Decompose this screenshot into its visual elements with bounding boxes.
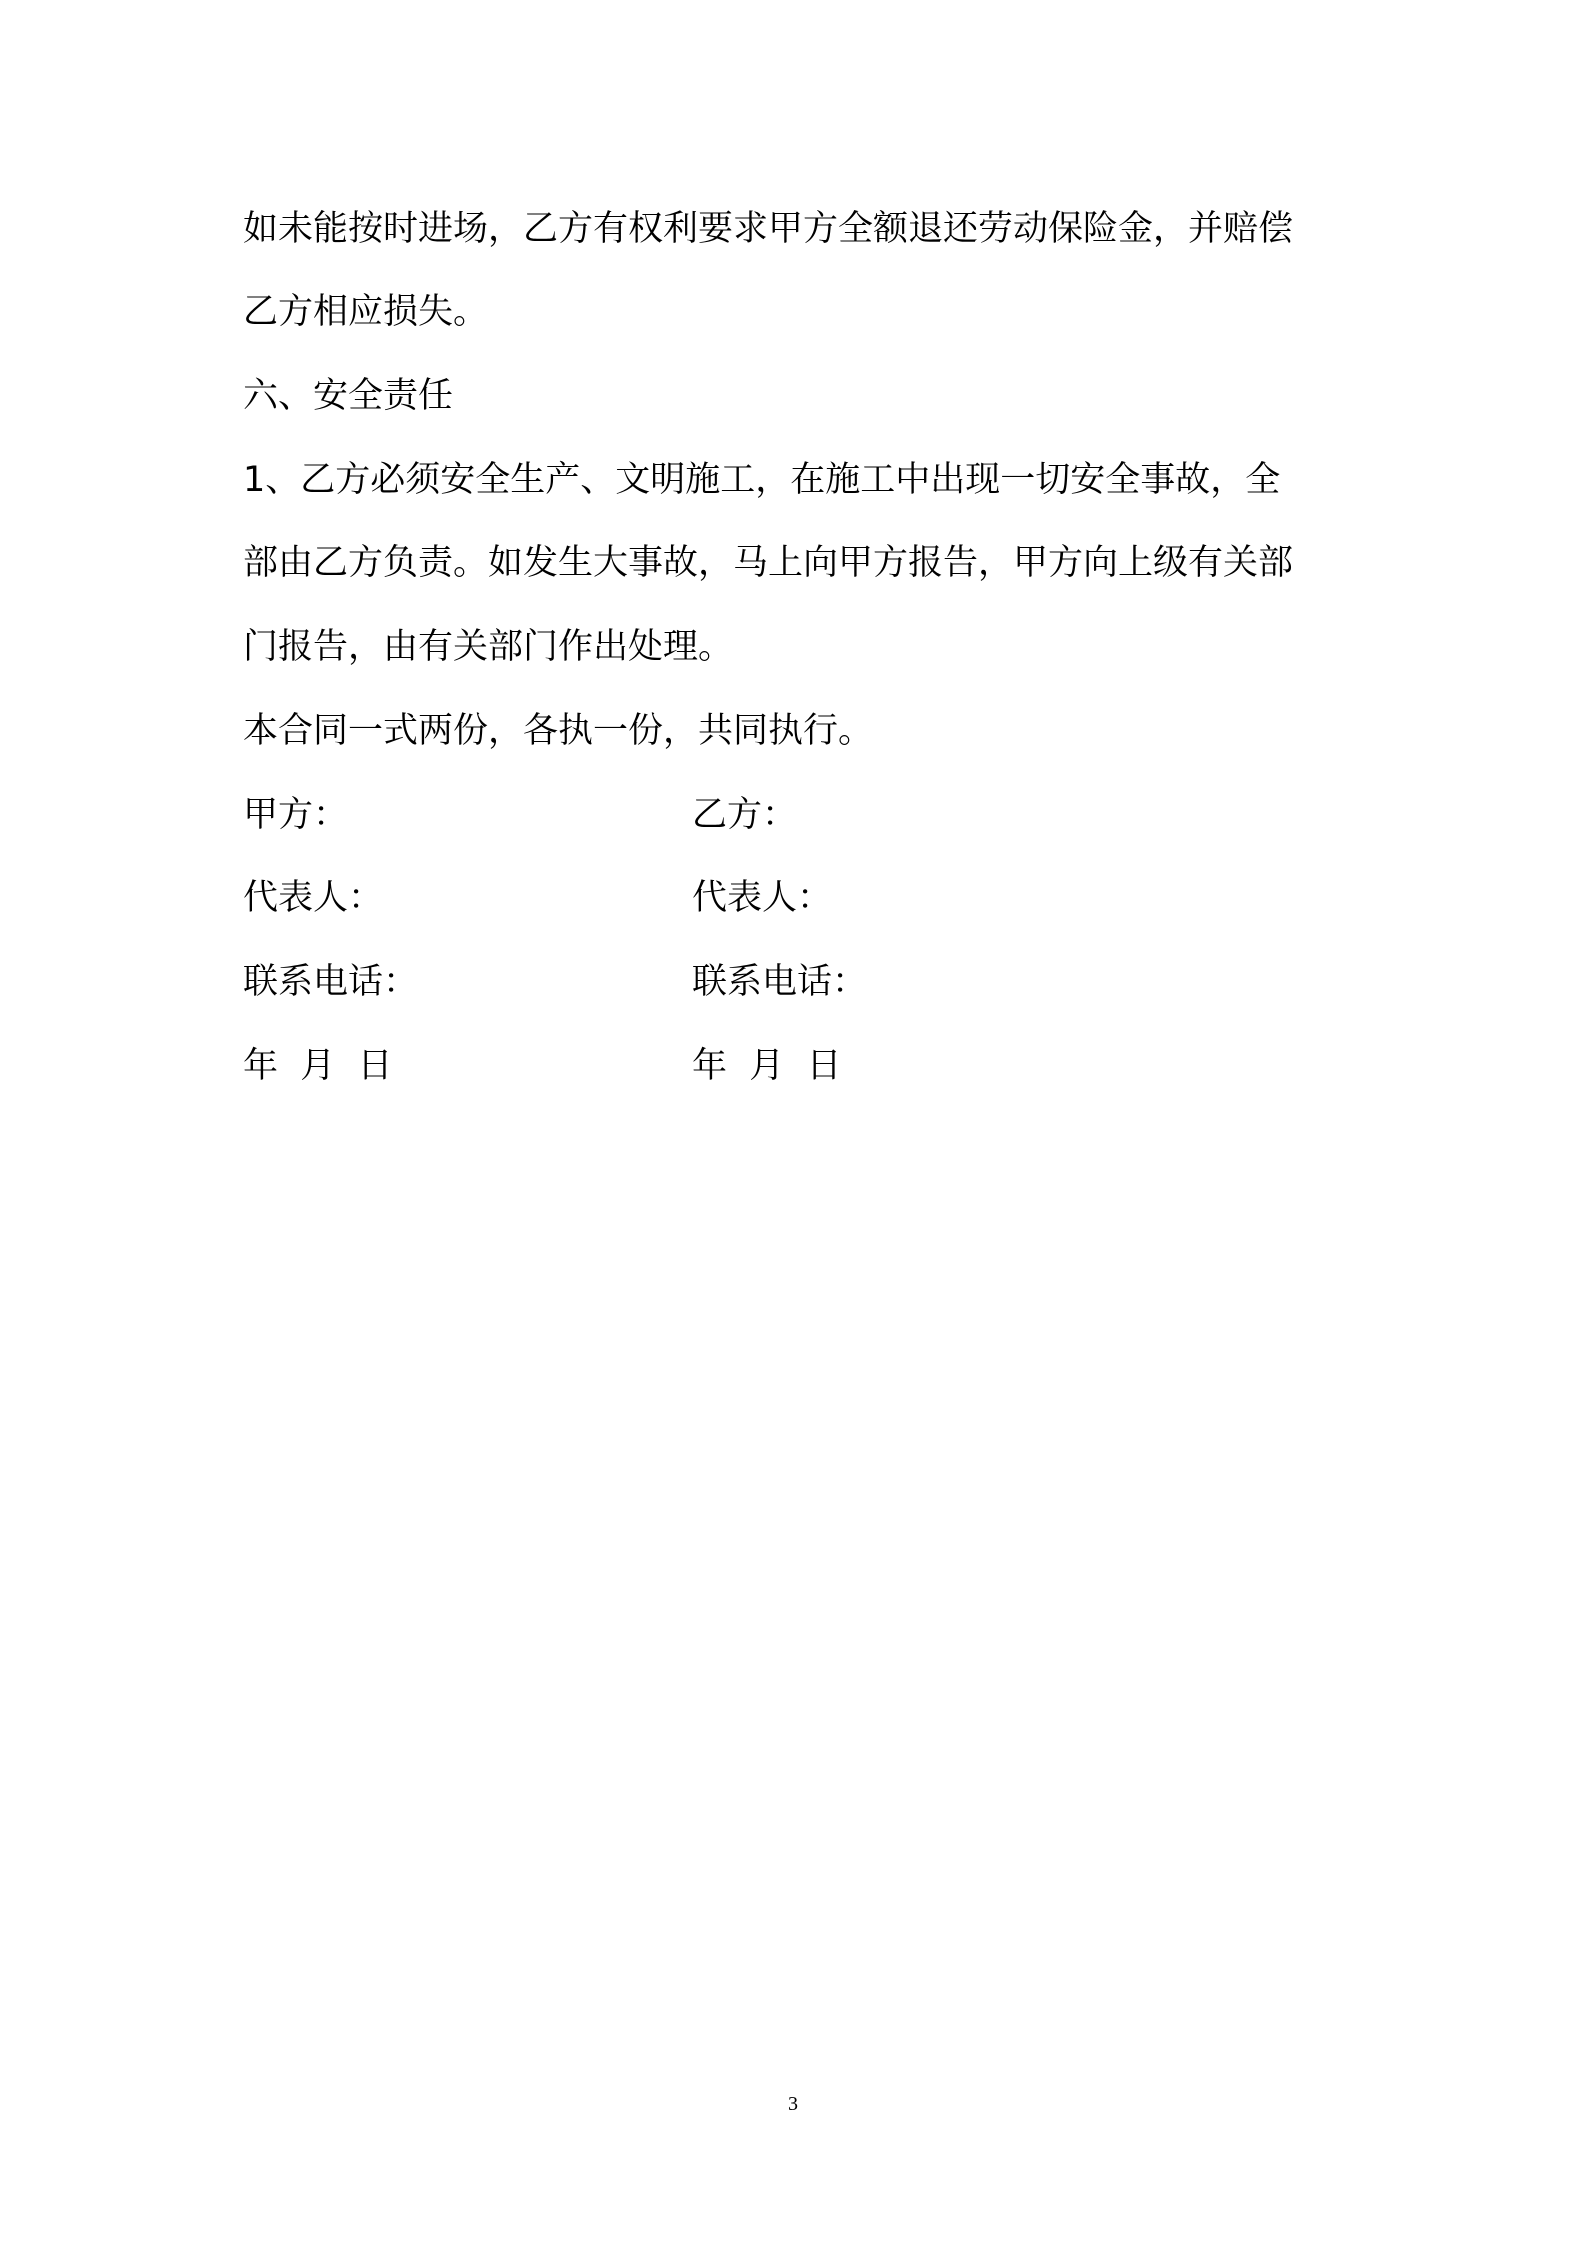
party-a-representative-label: 代表人： — [243, 878, 384, 918]
page-number: 3 — [788, 2093, 798, 2115]
paragraph-1-line-2: 乙方相应损失。 — [243, 292, 489, 332]
party-b-phone-label: 联系电话： — [692, 962, 868, 1002]
paragraph-2-line-1: 1、乙方必须安全生产、文明施工，在施工中出现一切安全事故，全 — [243, 460, 1281, 500]
party-b-representative-label: 代表人： — [692, 878, 833, 918]
paragraph-2-line-3: 门报告，由有关部门作出处理。 — [243, 627, 734, 667]
party-b-name-label: 乙方： — [692, 795, 798, 835]
party-b-date-label: 年 月 日 — [692, 1046, 842, 1086]
paragraph-2-line-2: 部由乙方负责。如发生大事故，马上向甲方报告，甲方向上级有关部 — [243, 543, 1294, 583]
party-a-name-label: 甲方： — [243, 795, 349, 835]
party-a-phone-label: 联系电话： — [243, 962, 419, 1002]
party-a-date-label: 年 月 日 — [243, 1046, 393, 1086]
paragraph-3-line-1: 本合同一式两份，各执一份，共同执行。 — [243, 711, 874, 751]
section-heading: 六、安全责任 — [243, 376, 454, 416]
paragraph-1-line-1: 如未能按时进场，乙方有权利要求甲方全额退还劳动保险金，并赔偿 — [243, 209, 1294, 249]
